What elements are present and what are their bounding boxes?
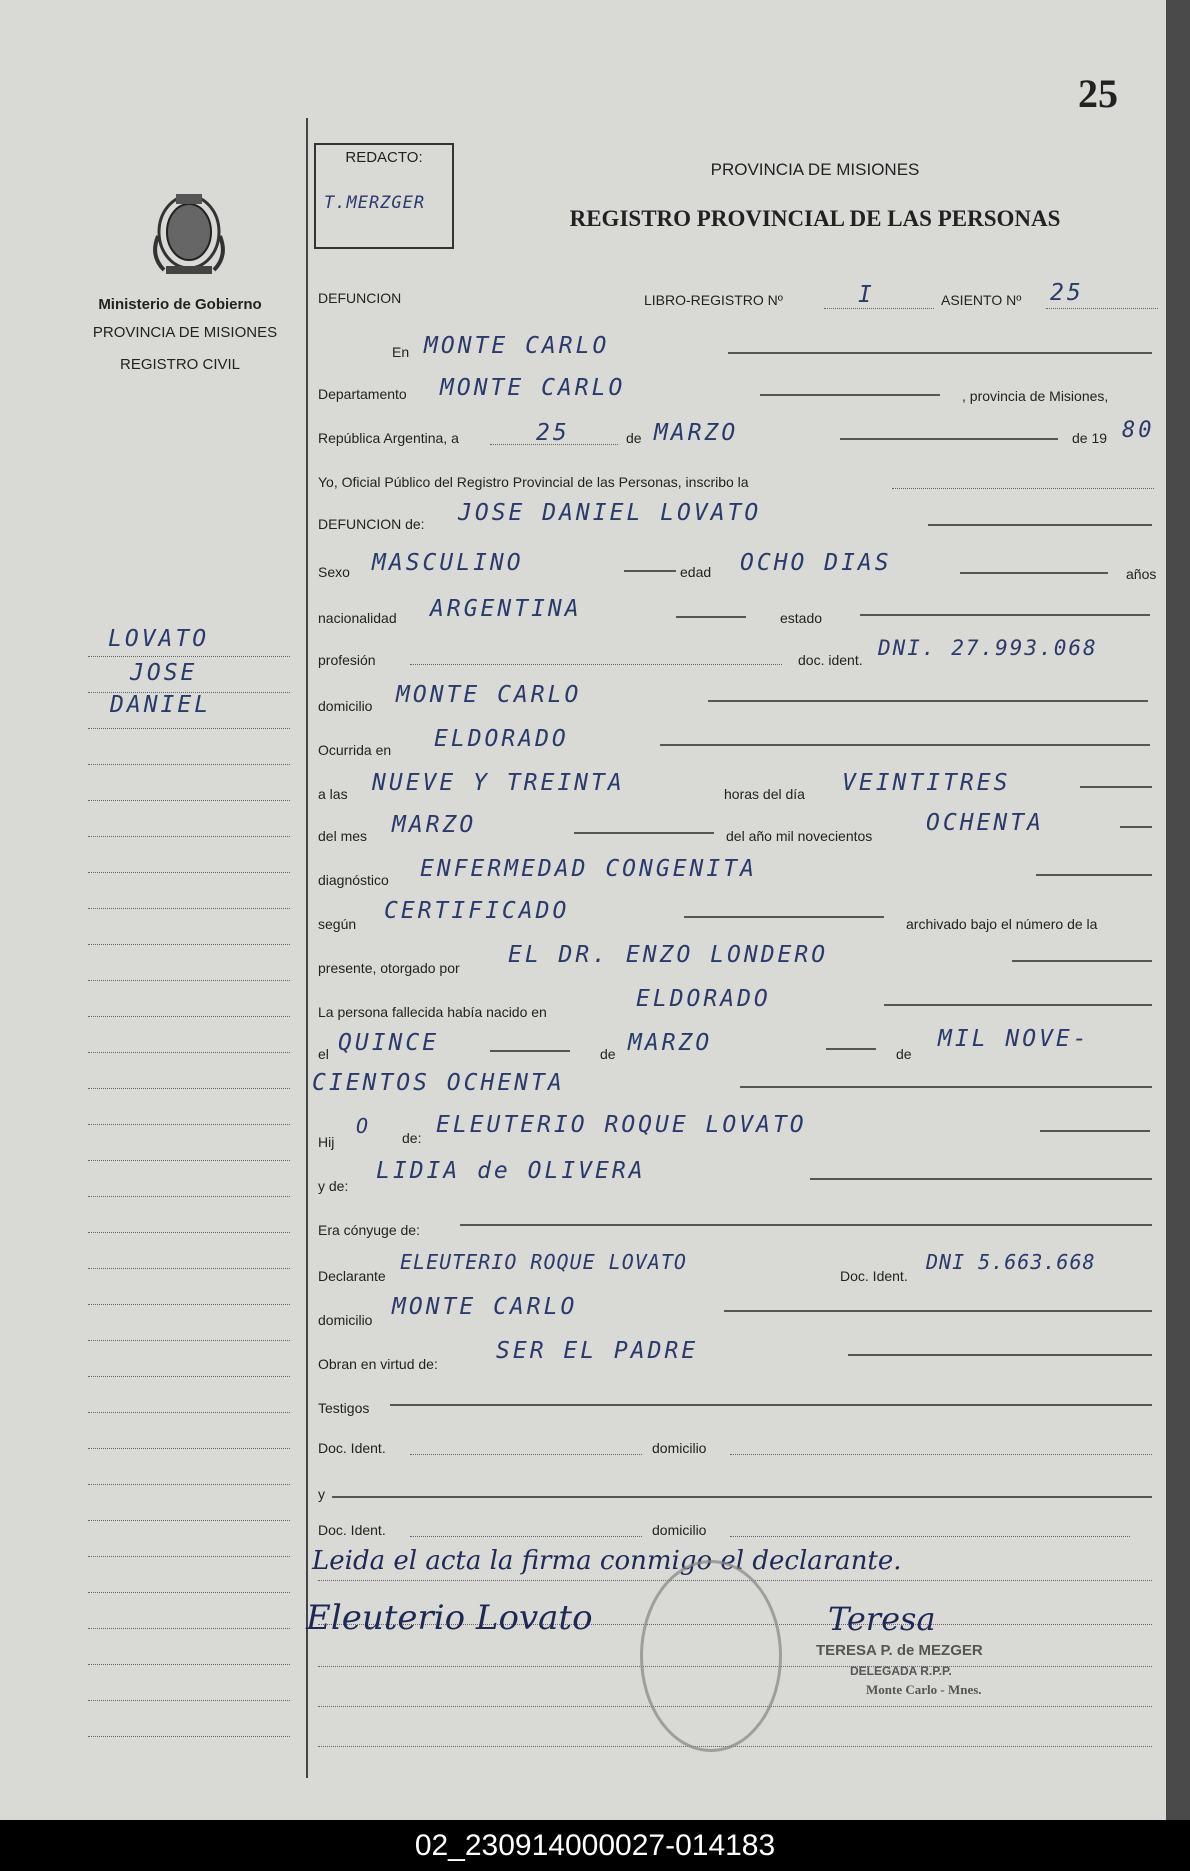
presente-value: EL DR. ENZO LONDERO (508, 942, 829, 968)
anos-label: años (1126, 566, 1157, 582)
margin-line (88, 1052, 290, 1053)
margin-line (88, 1412, 290, 1413)
margin-line (88, 1016, 290, 1017)
margin-line (88, 1160, 290, 1161)
domicilio2-label: domicilio (652, 1522, 707, 1538)
edad-label: edad (680, 564, 712, 580)
asiento-value: 25 (1050, 280, 1084, 306)
margin-line (88, 1700, 290, 1701)
ocurrida-value: ELDORADO (434, 726, 569, 752)
en-value: MONTE CARLO (424, 333, 610, 359)
margin-line (88, 1448, 290, 1449)
presente-label: presente, otorgado por (318, 960, 460, 976)
scan-id: 02_230914000027-014183 (0, 1820, 1190, 1871)
madre-value: LIDIA de OLIVERA (376, 1158, 646, 1184)
margin-line (88, 1268, 290, 1269)
margin-middle-name: DANIEL (110, 692, 212, 718)
margin-line (88, 1124, 290, 1125)
libro-value: I (858, 282, 875, 308)
page-edge (1166, 0, 1190, 1820)
asiento-label: ASIENTO Nº (941, 292, 1022, 308)
libro-label: LIBRO-REGISTRO Nº (644, 292, 783, 308)
de2-label: de (600, 1046, 616, 1062)
sexo-label: Sexo (318, 564, 350, 580)
ministry-province: PROVINCIA DE MISIONES (92, 324, 278, 341)
sexo-value: MASCULINO (372, 550, 524, 576)
domicilio-value: MONTE CARLO (396, 682, 582, 708)
anio-value: 80 (1122, 418, 1155, 443)
declarant-signature: Eleuterio Lovato (306, 1598, 593, 1638)
obran-label: Obran en virtud de: (318, 1356, 438, 1372)
mes2-value: MARZO (392, 812, 477, 838)
de2-value: MARZO (628, 1030, 713, 1056)
horas-label: horas del día (724, 786, 805, 802)
padre-value: ELEUTERIO ROQUE LOVATO (436, 1112, 807, 1138)
margin-first-name: JOSE (130, 660, 198, 686)
profesion-label: profesión (318, 652, 376, 668)
cont-value: CIENTOS OCHENTA (312, 1070, 565, 1096)
margin-line (88, 1520, 290, 1521)
testigos-label: Testigos (318, 1400, 370, 1416)
margin-divider (306, 118, 308, 1778)
defuncion-de-value: JOSE DANIEL LOVATO (458, 500, 762, 526)
nacido-value: ELDORADO (636, 986, 771, 1012)
margin-line (88, 1556, 290, 1557)
de3-label: de (896, 1046, 912, 1062)
mes-value: MARZO (654, 420, 739, 446)
hij-de-label: de: (402, 1130, 422, 1146)
margin-line (88, 944, 290, 945)
decl-dom-label: domicilio (318, 1312, 373, 1328)
departamento-label: Departamento (318, 386, 407, 402)
dia-value: 25 (536, 420, 570, 446)
hij-label: Hij (318, 1134, 335, 1150)
margin-line (88, 980, 290, 981)
decl-dom-value: MONTE CARLO (392, 1294, 578, 1320)
declarante-label: Declarante (318, 1268, 386, 1284)
type-label: DEFUNCION (318, 290, 402, 306)
page-number: 25 (1078, 71, 1118, 116)
de3-value: MIL NOVE- (938, 1026, 1090, 1052)
segun-value: CERTIFICADO (384, 898, 570, 924)
margin-line (88, 1340, 290, 1341)
nacionalidad-value: ARGENTINA (430, 596, 582, 622)
anio-mil-label: del año mil novecientos (726, 828, 873, 844)
official-signature: Teresa (828, 1600, 936, 1638)
ministry-name: Ministerio de Gobierno (98, 296, 262, 313)
republica-label: República Argentina, a (318, 430, 459, 446)
en-label: En (392, 344, 410, 360)
docident-label: doc. ident. (798, 652, 863, 668)
el-label: el (318, 1046, 329, 1062)
provincia-label: , provincia de Misiones, (962, 388, 1109, 404)
alas-label: a las (318, 786, 348, 802)
hij-suffix: O (356, 1114, 372, 1138)
margin-line (88, 872, 290, 873)
margin-line (88, 836, 290, 837)
edad-value: OCHO DIAS (740, 550, 892, 576)
de19-label: de 19 (1072, 430, 1108, 446)
doc-ident1-label: Doc. Ident. (318, 1440, 386, 1456)
margin-line (88, 1664, 290, 1665)
docident-value: DNI. 27.993.068 (878, 636, 1098, 660)
obran-value: SER EL PADRE (496, 1338, 699, 1364)
anio-mil-value: OCHENTA (926, 810, 1044, 836)
official-stamp (640, 1560, 782, 1752)
archivado-label: archivado bajo el número de la (906, 916, 1098, 932)
de-label: de (626, 430, 642, 446)
domicilio-label: domicilio (318, 698, 373, 714)
redacto-label: REDACTO: (345, 149, 423, 166)
margin-line (88, 656, 290, 657)
margin-line (88, 800, 290, 801)
nacido-label: La persona fallecida había nacido en (318, 1004, 547, 1020)
ministry-registry: REGISTRO CIVIL (119, 356, 241, 373)
redacto-value: T.MERZGER (324, 193, 426, 213)
margin-line (88, 1484, 290, 1485)
margin-line (88, 1232, 290, 1233)
official-name: TERESA P. de MEZGER (816, 1642, 983, 1659)
official-place: Monte Carlo - Mnes. (866, 1682, 982, 1697)
margin-line (88, 1088, 290, 1089)
departamento-value: MONTE CARLO (440, 375, 626, 401)
margin-surname: LOVATO (108, 626, 210, 652)
redacto-box (314, 143, 454, 249)
margin-line (88, 1628, 290, 1629)
doc-ident2-label: Doc. Ident. (318, 1522, 386, 1538)
closing-text: Leida el acta la firma conmigo el declarante. (312, 1546, 902, 1576)
el-value: QUINCE (338, 1030, 440, 1056)
yde-label: y de: (318, 1178, 349, 1194)
horas-value: VEINTITRES (842, 770, 1011, 796)
margin-line (88, 1736, 290, 1737)
margin-line (88, 1376, 290, 1377)
margin-line (88, 764, 290, 765)
margin-line (88, 908, 290, 909)
oficial-label: Yo, Oficial Público del Registro Provincial de las Personas, inscribo la (318, 474, 749, 490)
conyuge-label: Era cónyuge de: (318, 1222, 420, 1238)
segun-label: según (318, 916, 357, 932)
margin-line (88, 1196, 290, 1197)
estado-label: estado (780, 610, 823, 626)
margin-line (88, 1592, 290, 1593)
coat-of-arms-icon (146, 186, 232, 278)
diagnostico-value: ENFERMEDAD CONGENITA (420, 856, 757, 882)
decl-doc-value: DNI 5.663.668 (926, 1250, 1096, 1274)
decl-doc-label: Doc. Ident. (840, 1268, 908, 1284)
header-province: PROVINCIA DE MISIONES (710, 160, 920, 179)
declarante-value: ELEUTERIO ROQUE LOVATO (400, 1250, 687, 1274)
defuncion-de-label: DEFUNCION de: (318, 516, 425, 532)
official-title: DELEGADA R.P.P. (850, 1664, 952, 1678)
margin-line (88, 1304, 290, 1305)
y-label: y (318, 1486, 325, 1502)
diagnostico-label: diagnóstico (318, 872, 389, 888)
domicilio1-label: domicilio (652, 1440, 707, 1456)
mes-label: del mes (318, 828, 368, 844)
nacionalidad-label: nacionalidad (318, 610, 397, 626)
ocurrida-label: Ocurrida en (318, 742, 392, 758)
header-registry: REGISTRO PROVINCIAL DE LAS PERSONAS (569, 206, 1061, 231)
margin-line (88, 728, 290, 729)
alas-value: NUEVE Y TREINTA (372, 770, 625, 796)
